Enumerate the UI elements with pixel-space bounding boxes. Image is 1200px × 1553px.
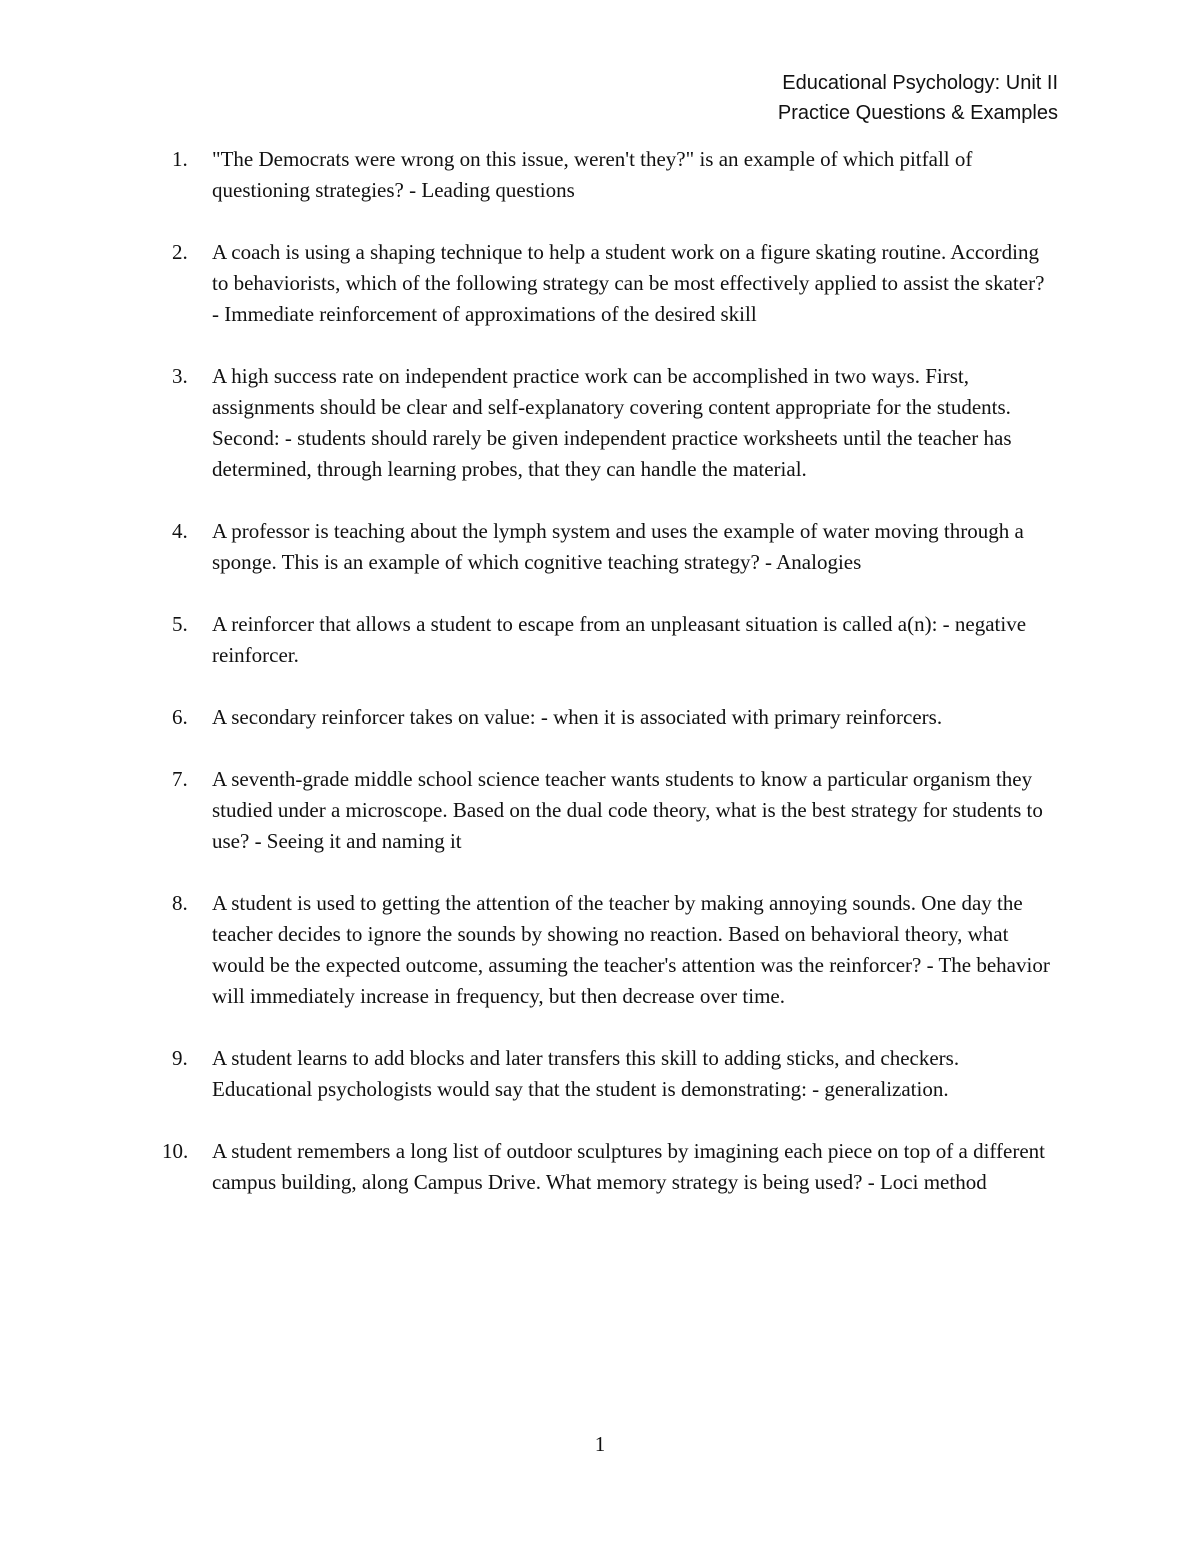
question-item [0,1043,1052,1105]
question-number: 2. [172,240,188,264]
question-text: A professor is teaching about the lymph system and uses the example of water moving through a sponge. This is an example of which cognitive teaching strategy? - Analogies [212,519,1024,574]
question-item [0,888,1052,1012]
question-item [0,1136,1052,1198]
page-header [778,68,1058,128]
question-number: 9. [172,1046,188,1070]
question-number: 10. [162,1139,189,1163]
question-item [0,361,1052,485]
question-text: A reinforcer that allows a student to escape from an unpleasant situation is called a(n): - negative reinforcer. [212,612,1027,667]
question-text: A student learns to add blocks and later transfers this skill to adding sticks, and checkers. Educational psychologists would say that the student is demonstrating: - generalization. [212,1046,960,1101]
question-list [0,144,1200,1229]
question-text: A student remembers a long list of outdoor sculptures by imagining each piece on top of a different campus building, along Campus Drive. What memory strategy is being used? - Loci method [212,1139,1045,1194]
question-item [0,764,1052,857]
question-item [0,516,1052,578]
question-text: A coach is using a shaping technique to help a student work on a figure skating routine. According to behaviorists, which of the following strategy can be most effectively applied to assist the skater? - Immediate reinforcement of approximations of the desired skill [212,240,1045,326]
header-course-title: Educational Psychology: Unit II [782,72,1058,94]
question-number: 5. [172,612,188,636]
page-number: 1 [594,1432,606,1456]
question-text: A seventh-grade middle school science teacher wants students to know a particular organism they studied under a microscope. Based on the dual code theory, what is the best strategy for students to use? - Seeing it and naming it [212,767,1043,853]
question-number: 6. [172,705,188,729]
question-item [0,609,1052,671]
question-number: 1. [172,147,188,171]
question-number: 3. [172,364,188,388]
question-item [0,702,1052,733]
question-text: A high success rate on independent practice work can be accomplished in two ways. First, assignments should be clear and self-explanatory covering content appropriate for the students. Second: - students should rarely be given independent practice worksheets until the teacher has determined, through learning probes, that they can handle the material. [212,364,1012,481]
question-number: 8. [172,891,188,915]
question-number: 4. [172,519,188,543]
question-item [0,237,1052,330]
question-text: "The Democrats were wrong on this issue, weren't they?" is an example of which pitfall of questioning strategies? - Leading questions [212,147,973,202]
question-text: A student is used to getting the attention of the teacher by making annoying sounds. One day the teacher decides to ignore the sounds by showing no reaction. Based on behavioral theory, what would be the expected outcome, assuming the teacher's attention was the reinforcer? - The behavior will immediately increase in frequency, but then decrease over time. [212,891,1050,1008]
question-text: A secondary reinforcer takes on value: - when it is associated with primary reinforcers. [212,705,943,729]
question-item [0,144,1052,206]
header-subtitle: Practice Questions & Examples [777,102,1058,124]
question-number: 7. [172,767,188,791]
